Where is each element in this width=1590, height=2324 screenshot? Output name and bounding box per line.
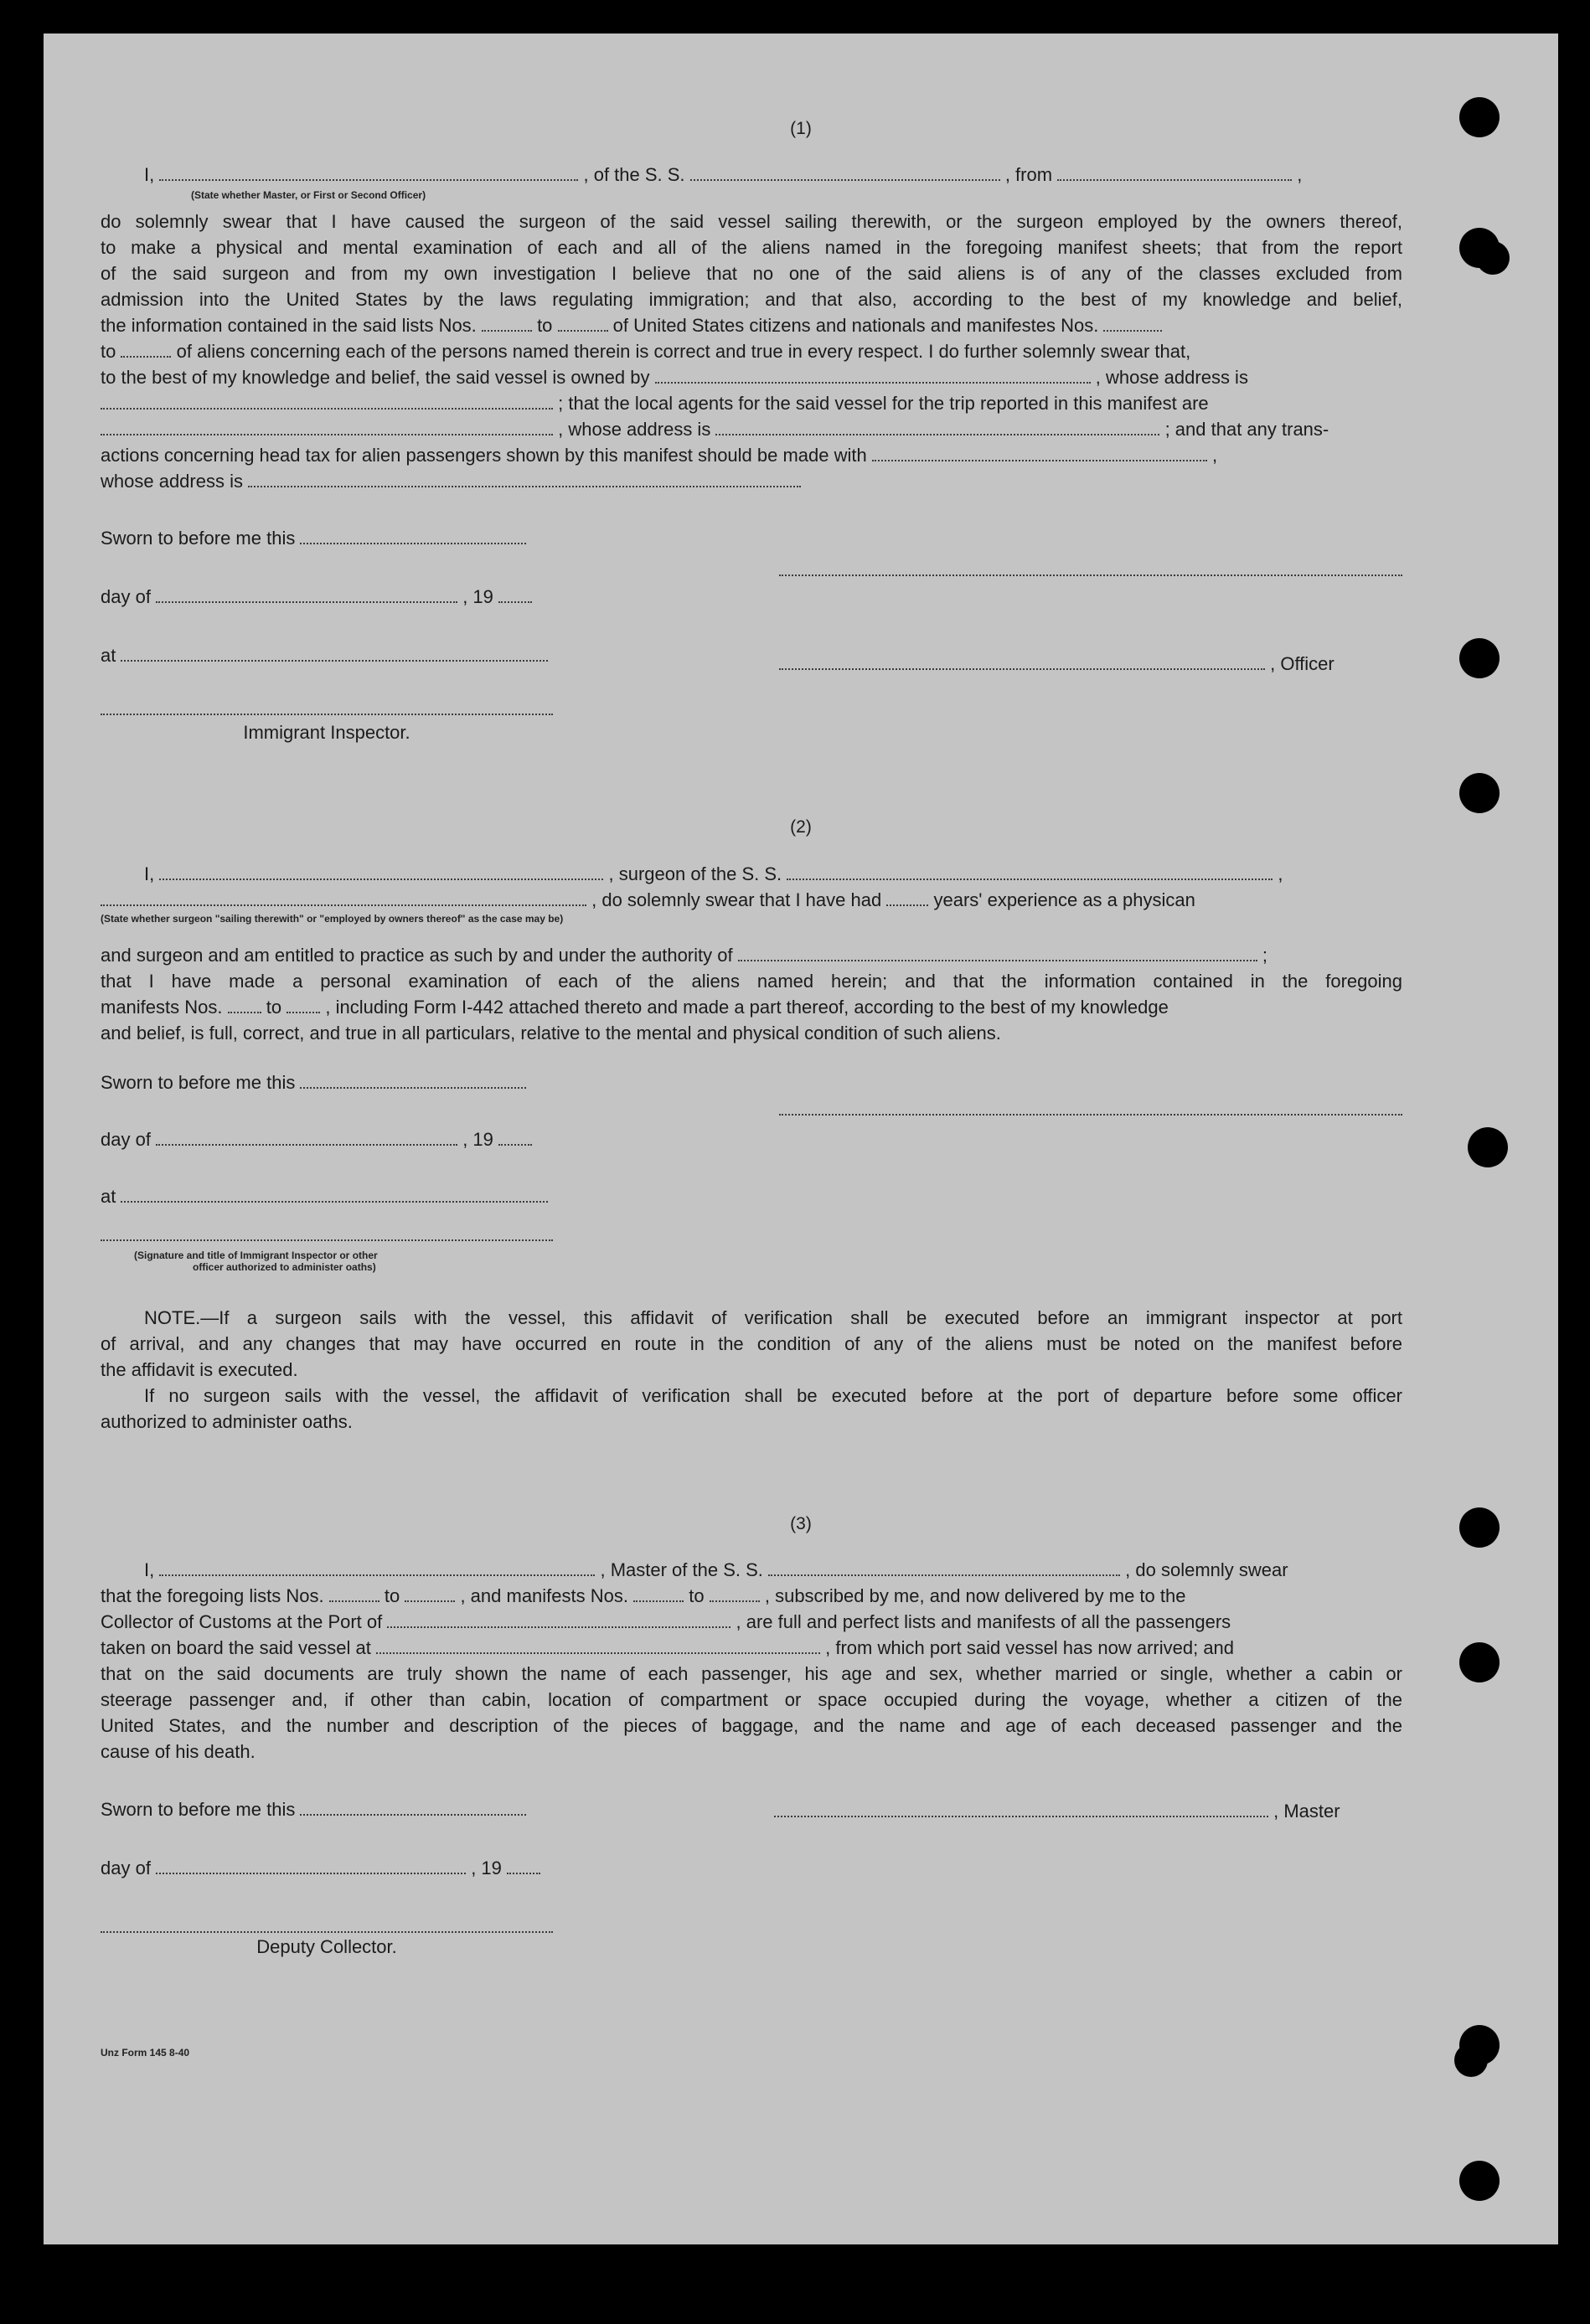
punch-hole: [1459, 773, 1500, 813]
text: taken on board the said vessel at: [101, 1637, 371, 1658]
manifests-from-blank[interactable]: [1103, 330, 1162, 332]
s2-line-2: [101, 891, 1195, 910]
text: ,: [1278, 863, 1283, 884]
s1-inspector-signature-line[interactable]: [101, 714, 553, 715]
s1-line-2: do solemnly swear that I have caused the surgeon of the said vessel sailing therewith, or the surgeon employed by the owners thereof,: [101, 211, 1402, 232]
text: ,: [1297, 164, 1303, 185]
s3-master-line: [774, 1802, 1340, 1821]
s3-line-7: United States, and the number and description of the pieces of baggage, and the name and age of each deceased passenger and the: [101, 1715, 1402, 1736]
s2-vessel-blank[interactable]: [787, 879, 1273, 880]
text: the information contained in the said lists Nos.: [101, 315, 477, 336]
master-name-blank[interactable]: [159, 179, 578, 181]
text: , 19: [462, 1129, 493, 1150]
s1-officer-line: [779, 655, 1334, 673]
text: , subscribed by me, and now delivered by me to the: [764, 1585, 1186, 1606]
text: Collector of Customs at the Port of: [101, 1611, 383, 1632]
day-blank[interactable]: [156, 601, 457, 603]
section-1-number: (1): [790, 119, 812, 138]
s2-line-6: and belief, is full, correct, and true in all particulars, relative to the mental and physical condition of such aliens.: [101, 1023, 1001, 1043]
text: of aliens concerning each of the persons named therein is correct and true in every respect. I do further solemnly swear that,: [176, 341, 1191, 362]
from-port-blank[interactable]: [1057, 179, 1292, 181]
s1-line-11: [101, 446, 1217, 465]
s3-year-blank[interactable]: [507, 1873, 540, 1874]
s2-line-1: [144, 865, 1283, 884]
text: whose address is: [101, 471, 243, 492]
s1-line-5: admission into the United States by the laws regulating immigration; and that also, according to the best of my knowledge and belief,: [101, 289, 1402, 310]
s2-note-line-3: the affidavit is executed.: [101, 1359, 298, 1380]
section-2-number: (2): [790, 817, 812, 837]
text: , do solemnly swear: [1125, 1559, 1288, 1580]
text: to the best of my knowledge and belief, the said vessel is owned by: [101, 367, 650, 388]
surgeon-status-blank[interactable]: [101, 904, 586, 906]
text: day of: [101, 1129, 151, 1150]
s2-note-line-4: If no surgeon sails with the vessel, the affidavit of verification shall be executed before at the port of departure before some officer: [144, 1385, 1402, 1406]
s3-embark-port-blank[interactable]: [376, 1652, 820, 1654]
text: ; that the local agents for the said vessel for the trip reported in this manifest are: [558, 393, 1209, 414]
text: and surgeon and am entitled to practice as such by and under the authority of: [101, 945, 733, 966]
text: Sworn to before me this: [101, 1799, 296, 1820]
form-number: Unz Form 145 8-40: [101, 2047, 190, 2059]
s3-collector-signature-line[interactable]: [101, 1931, 553, 1933]
punch-hole: [1459, 638, 1500, 678]
text: to: [537, 315, 553, 336]
punch-hole: [1476, 241, 1510, 275]
text: , Master: [1273, 1801, 1340, 1822]
text: to: [101, 341, 116, 362]
text: , and manifests Nos.: [460, 1585, 628, 1606]
s2-at-line: [101, 1188, 548, 1206]
head-tax-agent-blank[interactable]: [872, 460, 1207, 461]
form-page: [44, 33, 1558, 2244]
text: , are full and perfect lists and manifests of all the passengers: [736, 1611, 1231, 1632]
text: , 19: [471, 1858, 502, 1878]
text: , of the S. S.: [583, 164, 685, 185]
s2-status-note: (State whether surgeon "sailing therewith" or "employed by owners thereof" as the case may be): [101, 913, 564, 925]
text: I,: [144, 1559, 155, 1580]
agents-blank[interactable]: [101, 434, 553, 435]
s3-line-4: [101, 1639, 1234, 1657]
s1-line-10: [101, 420, 1329, 439]
s3-lists-from-blank[interactable]: [329, 1600, 379, 1602]
s3-master-signature-blank[interactable]: [774, 1816, 1268, 1817]
text: manifests Nos.: [101, 997, 223, 1018]
punch-hole: [1468, 1127, 1508, 1167]
s2-manifest-to-blank[interactable]: [287, 1012, 320, 1013]
text: Sworn to before me this: [101, 528, 296, 549]
at-place-blank[interactable]: [121, 660, 548, 662]
surgeon-name-blank[interactable]: [159, 879, 603, 880]
text: to: [384, 1585, 400, 1606]
s2-at-place-blank[interactable]: [121, 1201, 548, 1203]
s3-day-line: [101, 1859, 540, 1878]
text: I,: [144, 863, 155, 884]
s1-line-12: [101, 472, 801, 491]
s3-manifests-to-blank[interactable]: [710, 1600, 760, 1602]
s3-port-blank[interactable]: [387, 1626, 730, 1628]
sworn-date-blank[interactable]: [300, 543, 526, 544]
year-blank[interactable]: [498, 601, 532, 603]
s3-line-3: [101, 1613, 1231, 1631]
s1-line-3: to make a physical and mental examination of each and all of the aliens named in the foregoing manifest sheets; that from the report: [101, 237, 1402, 258]
text: that the foregoing lists Nos.: [101, 1585, 324, 1606]
s2-line-4: that I have made a personal examination of each of the aliens named herein; and that the information contained in the foregoing: [101, 971, 1402, 992]
s1-day-line: [101, 588, 532, 606]
text: ,: [1212, 445, 1218, 466]
s1-line-9: [101, 394, 1209, 413]
officer-blank[interactable]: [779, 668, 1265, 670]
s3-day-blank[interactable]: [156, 1873, 466, 1874]
s2-note-line-2: of arrival, and any changes that may have occurred en route in the condition of any of the aliens must be noted on the manifest before: [101, 1333, 1402, 1354]
owner-blank[interactable]: [655, 382, 1091, 384]
punch-hole: [1454, 2043, 1488, 2077]
s2-manifest-from-blank[interactable]: [228, 1012, 261, 1013]
s2-day-line: [101, 1131, 532, 1149]
s2-signature-caption-2: officer authorized to administer oaths): [193, 1261, 376, 1273]
text: , do solemnly swear that I have had: [591, 889, 882, 910]
text: , Officer: [1270, 653, 1334, 674]
punch-hole: [1459, 1642, 1500, 1682]
section-3-number: (3): [790, 1514, 812, 1533]
text: at: [101, 1186, 116, 1207]
s2-line-5: [101, 998, 1169, 1017]
s2-inspector-signature-line[interactable]: [101, 1239, 553, 1241]
text: at: [101, 645, 116, 666]
s1-line-8: [101, 368, 1248, 387]
s1-line-6: [101, 317, 1162, 335]
s2-sworn-line: [101, 1074, 526, 1092]
authority-blank[interactable]: [738, 960, 1257, 961]
s1-line-1: [144, 166, 1302, 184]
text: , Master of the S. S.: [600, 1559, 763, 1580]
s3-line-1: [144, 1561, 1288, 1579]
text: I,: [144, 164, 155, 185]
text: , from: [1004, 164, 1053, 185]
years-blank[interactable]: [886, 904, 928, 906]
text: years' experience as a physican: [933, 889, 1195, 910]
text: day of: [101, 586, 151, 607]
text: , including Form I-442 attached thereto and made a part thereof, according to the best of my knowledge: [325, 997, 1169, 1018]
s3-sworn-line: [101, 1801, 526, 1819]
s1-sworn-line: [101, 529, 526, 548]
s1-signature-line[interactable]: [779, 575, 1402, 576]
text: , surgeon of the S. S.: [608, 863, 782, 884]
text: day of: [101, 1858, 151, 1878]
agents-address-blank[interactable]: [715, 434, 1159, 435]
s1-rank-note: (State whether Master, or First or Second Officer): [191, 189, 426, 201]
s1-at-line: [101, 647, 548, 665]
s1-inspector-label: Immigrant Inspector.: [243, 722, 410, 743]
s2-year-blank[interactable]: [498, 1144, 532, 1146]
text: , whose address is: [1095, 367, 1248, 388]
s3-master-blank[interactable]: [159, 1574, 595, 1576]
text: to: [266, 997, 282, 1018]
s3-manifests-from-blank[interactable]: [633, 1600, 684, 1602]
s3-line-6: steerage passenger and, if other than cabin, location of compartment or space occupied during the voyage, whether a citizen of the: [101, 1689, 1402, 1710]
text: of United States citizens and nationals and manifestes Nos.: [612, 315, 1099, 336]
vessel-name-blank[interactable]: [690, 179, 1000, 181]
lists-to-blank[interactable]: [558, 330, 608, 332]
s3-vessel-blank[interactable]: [768, 1574, 1120, 1576]
s3-line-5: that on the said documents are truly shown the name of each passenger, his age and sex, whether married or single, whether a cabin or: [101, 1663, 1402, 1684]
s3-lists-to-blank[interactable]: [405, 1600, 455, 1602]
punch-hole: [1459, 2161, 1500, 2201]
lists-from-blank[interactable]: [482, 330, 532, 332]
s3-sworn-date-blank[interactable]: [300, 1814, 526, 1816]
s1-line-4: of the said surgeon and from my own investigation I believe that no one of the said aliens is of any of the classes excluded from: [101, 263, 1402, 284]
s2-note-line-1: NOTE.—If a surgeon sails with the vessel, this affidavit of verification shall be executed before an immigrant inspector at port: [144, 1307, 1402, 1328]
s1-line-7: [101, 343, 1190, 361]
s2-day-blank[interactable]: [156, 1144, 457, 1146]
s2-signature-line[interactable]: [779, 1114, 1402, 1116]
s3-line-2: [101, 1587, 1185, 1605]
head-tax-address-blank[interactable]: [248, 486, 801, 487]
text: actions concerning head tax for alien passengers shown by this manifest should be made with: [101, 445, 867, 466]
s3-collector-label: Deputy Collector.: [256, 1936, 397, 1957]
s2-line-3: [101, 946, 1267, 965]
s2-note-line-5: authorized to administer oaths.: [101, 1411, 353, 1432]
s2-signature-caption-1: (Signature and title of Immigrant Inspector or other: [134, 1250, 378, 1261]
s2-sworn-date-blank[interactable]: [300, 1087, 526, 1089]
text: , whose address is: [558, 419, 711, 440]
text: Sworn to before me this: [101, 1072, 296, 1093]
text: , from which port said vessel has now arrived; and: [825, 1637, 1235, 1658]
owner-address-blank[interactable]: [101, 408, 553, 410]
text: ; and that any trans-: [1164, 419, 1329, 440]
manifests-to-blank[interactable]: [121, 356, 171, 358]
text: to: [689, 1585, 705, 1606]
text: , 19: [462, 586, 493, 607]
s3-line-8: cause of his death.: [101, 1741, 256, 1762]
text: ;: [1262, 945, 1267, 966]
